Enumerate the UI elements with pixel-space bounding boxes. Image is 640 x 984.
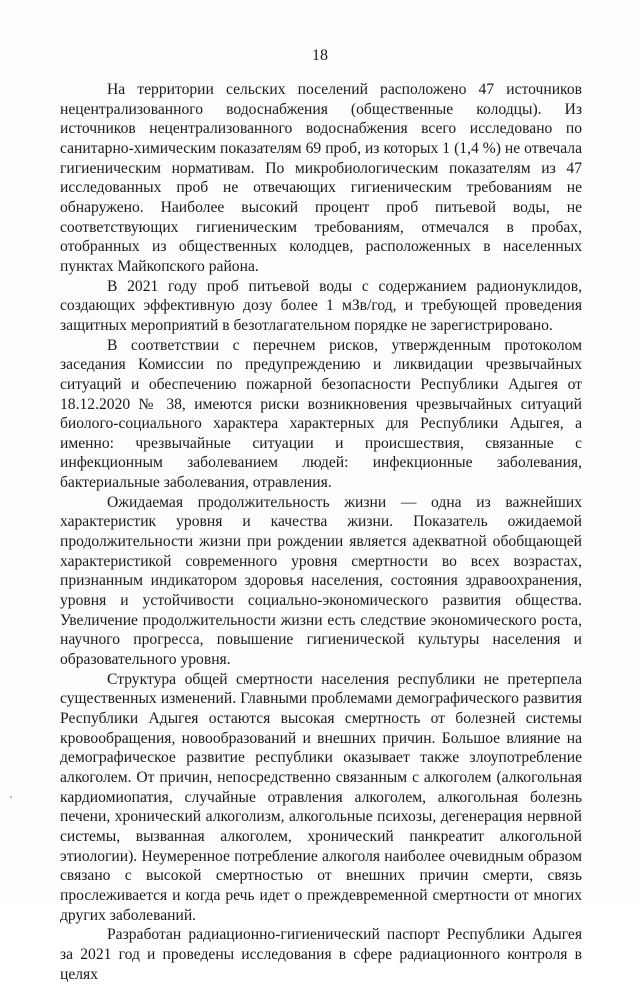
paragraph-life-expectancy: Ожидаемая продолжительность жизни — одна из важнейших характеристик уровня и качества жизни. Показатель ожидаемой продолжительности жизни при рождении является адекватной обобщающей характеристикой современного уровня смертности во всех возрастах, признанным индикатором здоровья населения, состояния здравоохранения, уровня и устойчивости социально-экономического развития общества. Увеличение продолжительности жизни есть следствие экономического роста, научного прогресса, повышение гигиенической культуры населения и образовательного уровня.: [60, 493, 582, 669]
paragraph-radiation-passport: Разработан радиационно-гигиенический паспорт Республики Адыгея за 2021 год и проведены исследования в сфере радиационного контроля в целях: [60, 926, 582, 983]
paragraph-mortality-structure: Структура общей смертности населения республики не претерпела существенных изменений. Главными проблемами демографического развития Республики Адыгея остаются высокая смертность от болезней системы кровообращения, новообразований и внешних причин. Большое влияние на демографическое развитие республики оказывает также злоупотребление алкоголем. От причин, непосредственно связанным с алкоголем (алкогольная кардиомиопатия, случайные отравления алкоголем, алкогольная болезнь печени, хронический алкоголизм, алкогольные психозы, дегенерация нервной системы, вызванная алкоголем, хронический панкреатит алкогольной этиологии). Неумеренное потребление алкоголя наиболее очевидным образом связано с высокой смертностью от внешних причин смерти, связь прослеживается и когда речь идет о преждевременной смертности от многих других заболеваний.: [60, 670, 582, 924]
body-text: [60, 80, 582, 984]
page-number: 18: [312, 47, 328, 64]
paragraph-radionuclides: В 2021 году проб питьевой воды с содержанием радионуклидов, создающих эффективную дозу более 1 мЗв/год, и требующей проведения защитных мероприятий в безотлагательном порядке не зарегистрировано.: [60, 277, 582, 334]
paragraph-water-sources: На территории сельских поселений расположено 47 источников нецентрализованного водоснабжения (общественные колодцы). Из источников нецентрализованного водоснабжения всего исследовано по санитарно-химическим показателям 69 проб, из которых 1 (1,4 %) не отвечала гигиеническим нормативам. По микробиологическим показателям из 47 исследованных проб не отвечающих гигиеническим требованиям не обнаружено. Наиболее высокий процент проб питьевой воды, не соответствующих гигиеническим требованиям, отмечался в пробах, отобранных из общественных колодцев, расположенных в населенных пунктах Майкопского района.: [60, 81, 582, 275]
margin-mark: ': [10, 795, 12, 806]
paragraph-emergency-risks: В соответствии с перечнем рисков, утвержденным протоколом заседания Комиссии по предупреждению и ликвидации чрезвычайных ситуаций и обеспечению пожарной безопасности Республики Адыгея от 18.12.2020 № 38, имеются риски возникновения чрезвычайных ситуаций биолого-социального характера характерных для Республики Адыгея, а именно: чрезвычайные ситуации и происшествия, связанные с инфекционным заболеванием людей: инфекционные заболевания, бактериальные заболевания, отравления.: [60, 336, 582, 492]
